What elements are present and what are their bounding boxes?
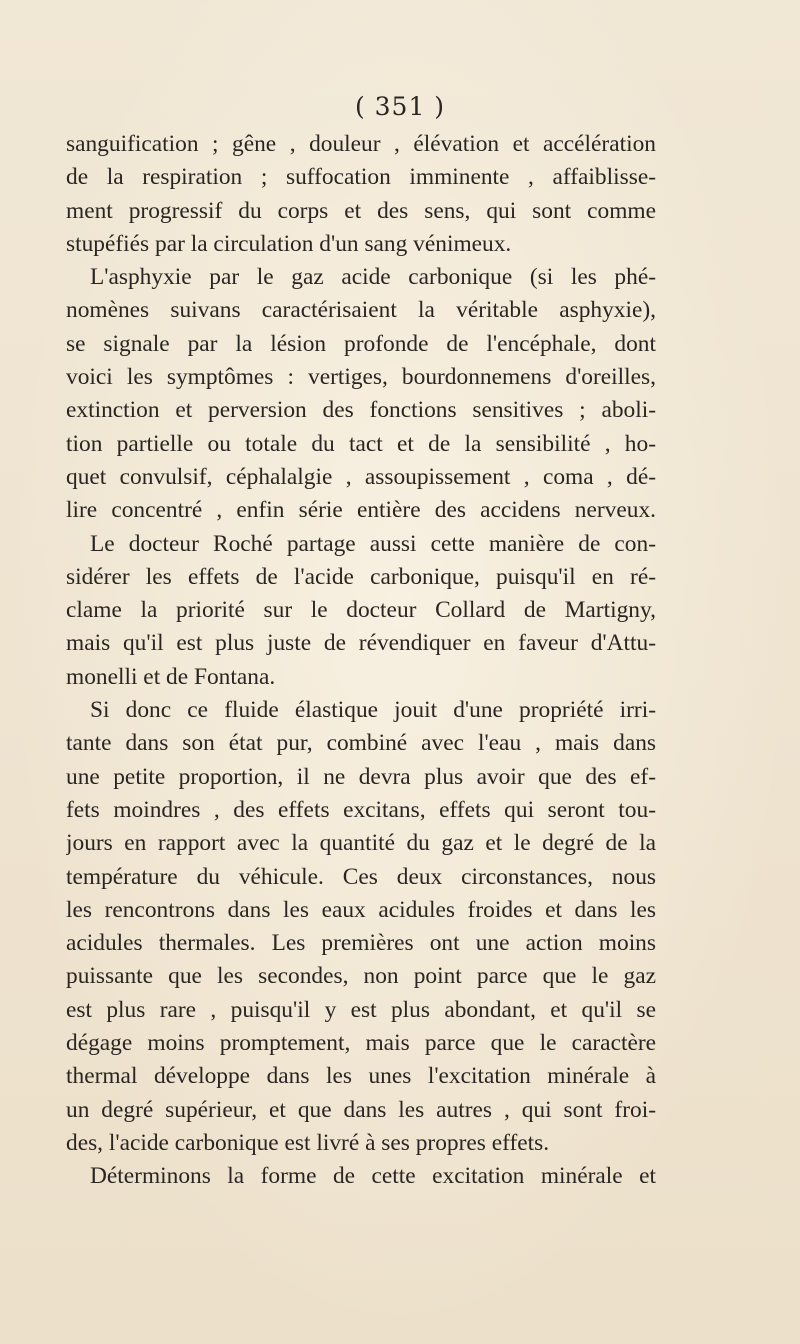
text-line: les rencontrons dans les eaux acidules froides et dans les bbox=[66, 896, 656, 923]
text-line: acidules thermales. Les premières ont une action moins bbox=[66, 930, 656, 957]
text-line: des, l'acide carbonique est livré à ses propres effets. bbox=[66, 1129, 550, 1156]
text-line: une petite proportion, il ne devra plus avoir que des ef- bbox=[66, 763, 656, 790]
text-line: température du véhicule. Ces deux circonstances, nous bbox=[66, 863, 656, 890]
text-line: quet convulsif, céphalalgie , assoupissement , coma , dé- bbox=[66, 463, 656, 490]
text-line: sidérer les effets de l'acide carbonique, puisqu'il en ré- bbox=[66, 563, 656, 590]
text-line: L'asphyxie par le gaz acide carbonique (si les phé- bbox=[90, 264, 656, 291]
text-line: fets moindres , des effets excitans, effets qui seront tou- bbox=[66, 796, 656, 823]
text-line: mais qu'il est plus juste de révendiquer en faveur d'Attu- bbox=[66, 630, 656, 657]
page-number: ( 351 ) bbox=[354, 92, 446, 121]
text-line: se signale par la lésion profonde de l'encéphale, dont bbox=[66, 330, 656, 357]
text-line: monelli et de Fontana. bbox=[66, 663, 276, 690]
text-line: tion partielle ou totale du tact et de la sensibilité , ho- bbox=[66, 430, 656, 457]
text-line: lire concentré , enfin série entière des accidens nerveux. bbox=[66, 497, 656, 524]
text-line: Si donc ce fluide élastique jouit d'une propriété irri- bbox=[90, 697, 656, 724]
text-line: voici les symptômes : vertiges, bourdonnemens d'oreilles, bbox=[66, 364, 656, 391]
text-line: ment progressif du corps et des sens, qui sont comme bbox=[66, 197, 656, 224]
text-line: stupéfiés par la circulation d'un sang vénimeux. bbox=[66, 230, 512, 257]
text-line: thermal développe dans les unes l'excitation minérale à bbox=[66, 1063, 656, 1090]
text-line: extinction et perversion des fonctions sensitives ; aboli- bbox=[66, 397, 656, 424]
text-line: jours en rapport avec la quantité du gaz et le degré de la bbox=[66, 830, 656, 857]
text-line: est plus rare , puisqu'il y est plus abondant, et qu'il se bbox=[66, 996, 656, 1023]
text-line: Le docteur Roché partage aussi cette manière de con- bbox=[90, 530, 656, 557]
text-line: tante dans son état pur, combiné avec l'eau , mais dans bbox=[66, 730, 656, 757]
text-line: puissante que les secondes, non point parce que le gaz bbox=[66, 963, 656, 990]
text-line: Déterminons la forme de cette excitation minérale et bbox=[90, 1163, 656, 1190]
text-line: de la respiration ; suffocation imminente , affaiblisse- bbox=[66, 164, 656, 191]
text-line: dégage moins promptement, mais parce que le caractère bbox=[66, 1030, 656, 1057]
text-line: clame la priorité sur le docteur Collard de Martigny, bbox=[66, 597, 656, 624]
text-line: nomènes suivans caractérisaient la véritable asphyxie), bbox=[66, 297, 656, 324]
text-line: un degré supérieur, et que dans les autres , qui sont froi- bbox=[66, 1096, 656, 1123]
text-line: sanguification ; gêne , douleur , élévation et accélération bbox=[66, 131, 656, 157]
body-text bbox=[66, 128, 656, 1194]
